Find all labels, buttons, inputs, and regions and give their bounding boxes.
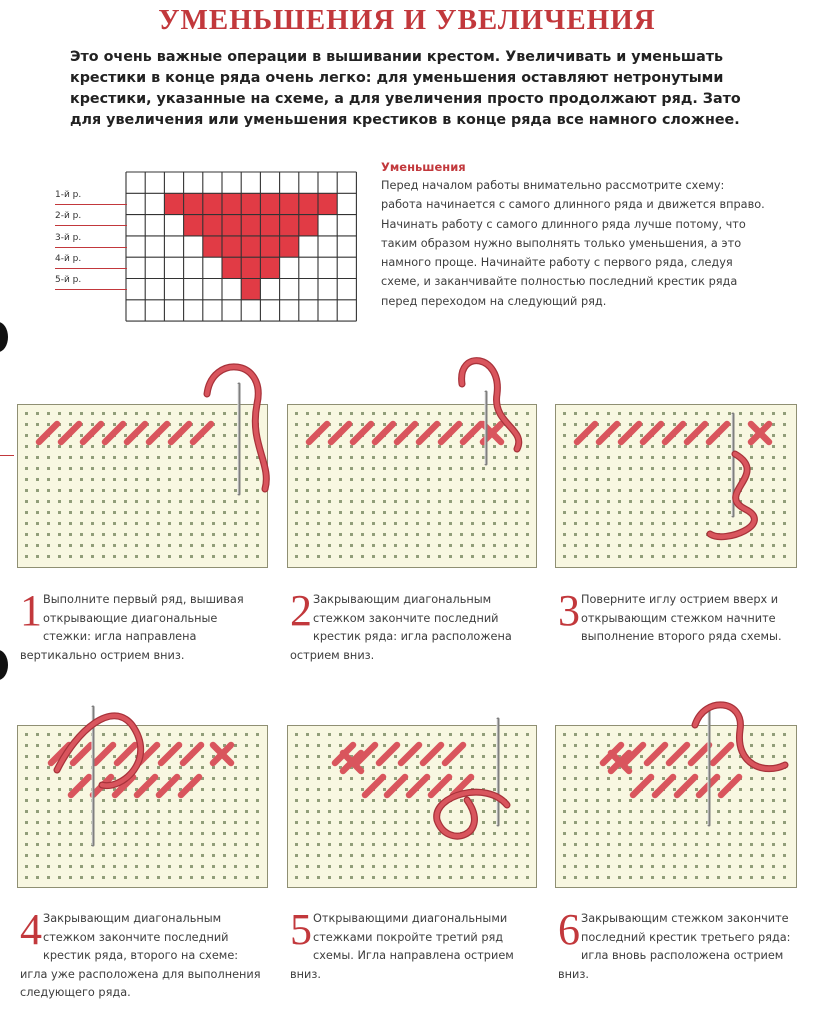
step-1-caption bbox=[20, 586, 267, 665]
step-number: 4 bbox=[20, 905, 42, 954]
step-number: 6 bbox=[558, 905, 580, 954]
chart-filled-cell bbox=[222, 193, 241, 214]
chart-filled-cell bbox=[203, 236, 222, 257]
section-text: Перед началом работы внимательно рассмотрите схему: работа начинается с самого длинного ряда и движется вправо. Начинать работу с самого длинного ряда лучше потому, что таким образом нужно выполнять только уменьшения, а это намного проще. Начинайте работу с первого ряда, следуя схеме, и заканчивайте полностью последний крестик ряда перед переходом на следующий ряд. bbox=[381, 179, 765, 308]
chart-filled-cell bbox=[241, 279, 260, 300]
chart-filled-cell bbox=[280, 193, 299, 214]
chart-filled-cell bbox=[203, 193, 222, 214]
chart-filled-cell bbox=[184, 193, 203, 214]
row-label: 2-й р. bbox=[55, 211, 82, 222]
chart-filled-cell bbox=[184, 215, 203, 236]
step-2-illustration bbox=[287, 354, 557, 578]
chart-filled-cell bbox=[260, 236, 279, 257]
binder-hole-top bbox=[0, 322, 8, 352]
step-number: 3 bbox=[558, 586, 580, 635]
row-pointer-line bbox=[55, 268, 127, 269]
chart-filled-cell bbox=[164, 193, 183, 214]
step-text: Открывающими диагональными стежками покройте третий ряд схемы. Игла направлена острием вниз. bbox=[290, 912, 514, 981]
chart-filled-cell bbox=[318, 193, 337, 214]
chart-filled-cell bbox=[260, 215, 279, 236]
chart-filled-cell bbox=[280, 215, 299, 236]
step-4-caption bbox=[20, 905, 267, 1003]
chart-filled-cell bbox=[299, 215, 318, 236]
row-label: 3-й р. bbox=[55, 232, 82, 243]
binder-hole-bottom bbox=[0, 650, 8, 680]
step-text: Закрывающим диагональным стежком закончите последний крестик ряда, второго на схеме: игла уже расположена для выполнения следующего ряда. bbox=[20, 912, 261, 999]
cross-stitch-chart bbox=[125, 171, 357, 322]
margin-mark bbox=[0, 455, 14, 456]
chart-filled-cell bbox=[241, 193, 260, 214]
chart-filled-cell bbox=[241, 236, 260, 257]
row-pointer-line bbox=[55, 204, 127, 205]
step-2-caption bbox=[290, 586, 537, 665]
step-6-illustration bbox=[555, 675, 814, 898]
chart-filled-cell bbox=[241, 257, 260, 278]
step-5-illustration bbox=[287, 675, 557, 898]
section-title: Уменьшения bbox=[381, 160, 466, 174]
row-pointer-line bbox=[55, 225, 127, 226]
row-label: 4-й р. bbox=[55, 253, 82, 264]
step-text: Закрывающим диагональным стежком закончите последний крестик ряда: игла расположена острием вниз. bbox=[290, 593, 512, 662]
row-pointer-line bbox=[55, 247, 127, 248]
chart-filled-cell bbox=[203, 215, 222, 236]
chart-filled-cell bbox=[260, 193, 279, 214]
step-text: Выполните первый ряд, вышивая открывающие диагональные стежки: игла направлена вертикально острием вниз. bbox=[20, 593, 244, 662]
chart-filled-cell bbox=[222, 236, 241, 257]
step-5-caption bbox=[290, 905, 537, 984]
step-4-illustration bbox=[17, 675, 288, 898]
step-3-illustration bbox=[555, 354, 814, 578]
step-number: 2 bbox=[290, 586, 312, 635]
row-label: 1-й р. bbox=[55, 189, 82, 200]
chart-filled-cell bbox=[260, 257, 279, 278]
step-text: Закрывающим стежком закончите последний крестик третьего ряда: игла вновь расположена острием вниз. bbox=[558, 912, 791, 981]
step-number: 5 bbox=[290, 905, 312, 954]
chart-filled-cell bbox=[241, 215, 260, 236]
row-label: 5-й р. bbox=[55, 275, 82, 286]
chart-filled-cell bbox=[222, 257, 241, 278]
step-1-illustration bbox=[17, 354, 288, 578]
page-title: УМЕНЬШЕНИЯ И УВЕЛИЧЕНИЯ bbox=[158, 4, 656, 36]
step-6-caption bbox=[558, 905, 798, 984]
chart-filled-cell bbox=[222, 215, 241, 236]
step-text: Поверните иглу острием вверх и открывающим стежком начните выполнение второго ряда схемы. bbox=[581, 593, 782, 643]
chart-filled-cell bbox=[280, 236, 299, 257]
chart-filled-cell bbox=[299, 193, 318, 214]
step-number: 1 bbox=[20, 586, 42, 635]
intro-paragraph: Это очень важные операции в вышивании крестом. Увеличивать и уменьшать крестики в конце ряда очень легко: для уменьшения оставляют нетронутыми крестики, указанные на схеме, а для увеличения просто продолжают ряд. Зато для увеличения или уменьшения крестиков в конце ряда все намного сложнее. bbox=[70, 49, 741, 128]
step-3-caption bbox=[558, 586, 798, 647]
row-pointer-line bbox=[55, 289, 127, 290]
